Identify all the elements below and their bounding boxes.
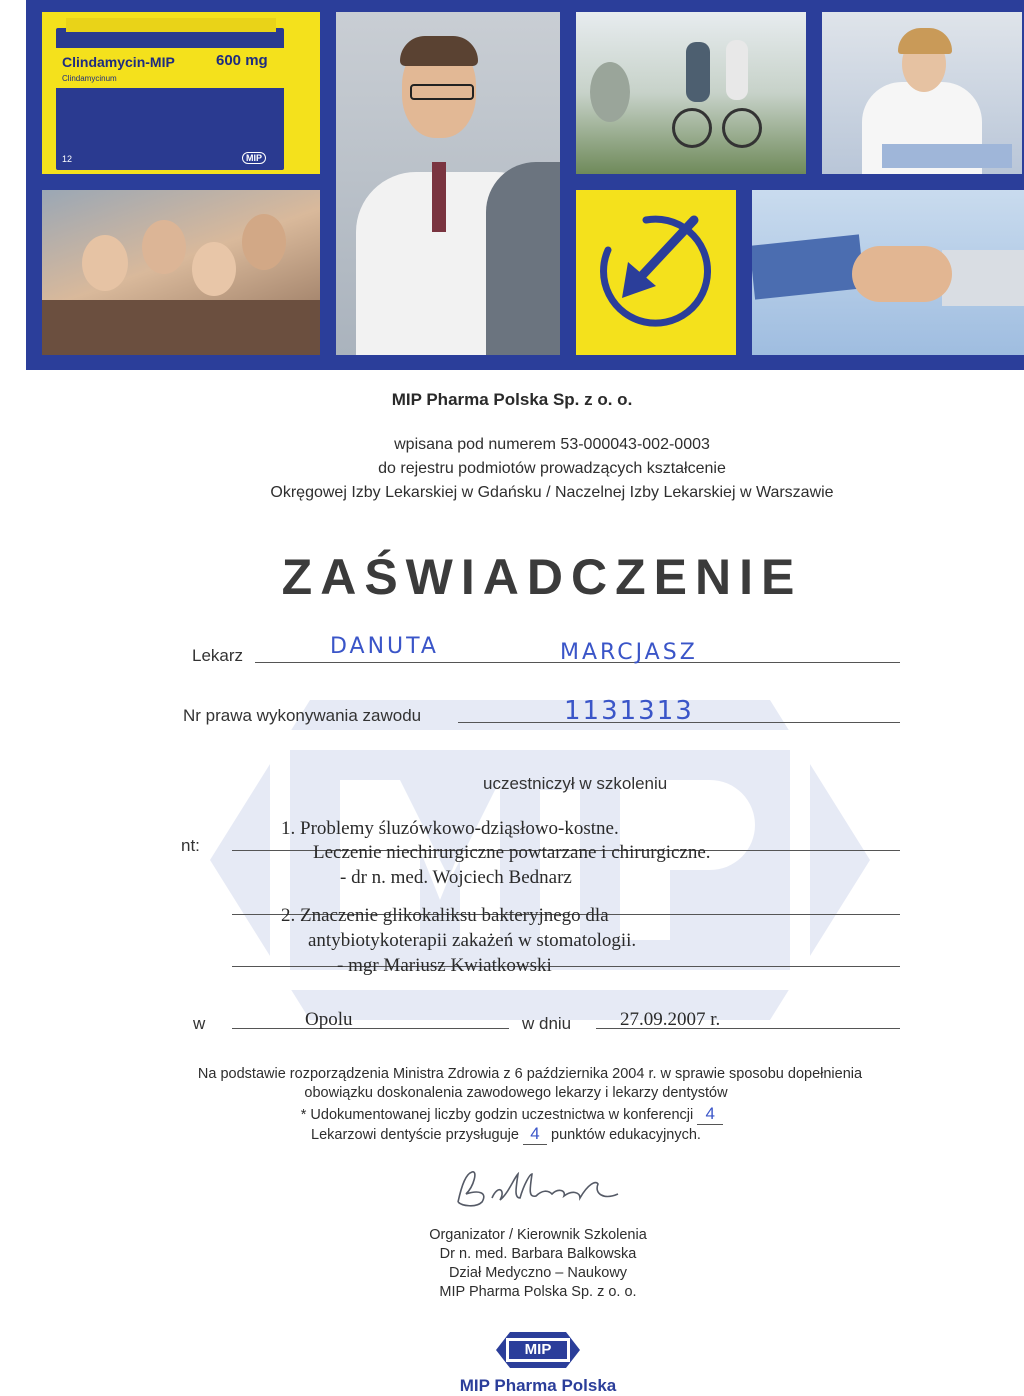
legal-line-4a: Lekarzowi dentyście przysługuje [311, 1127, 519, 1143]
company-name: MIP Pharma Polska Sp. z o. o. [391, 390, 633, 409]
organizer-department: Dział Medyczno – Naukowy [448, 1265, 628, 1281]
legal-line-4-row [0, 1124, 1018, 1145]
place-underline [232, 1028, 509, 1029]
place-label: w [193, 1014, 206, 1033]
handshake-photo [752, 190, 1024, 355]
place-value: Opolu [305, 1009, 353, 1030]
legal-line-2: obowiązku doskonalenia zawodowego lekarzy i lekarzy dentystów [304, 1085, 728, 1101]
organizer-company: MIP Pharma Polska Sp. z o. o. [439, 1284, 637, 1300]
sleeve-right [942, 250, 1024, 306]
family-clothes [42, 300, 320, 355]
legal-line-3-row [0, 1104, 1024, 1125]
cyclist-2 [726, 40, 748, 100]
product-box-tile [42, 12, 320, 174]
tree [590, 62, 630, 122]
lab-photo [822, 12, 1022, 174]
family-face-1 [82, 235, 128, 291]
product-logo: MIP [242, 152, 266, 164]
topic-1-line-3: - dr n. med. Wojciech Bednarz [340, 867, 572, 888]
doctor-photo [336, 12, 560, 355]
product-box [56, 28, 284, 170]
sleeve-left [752, 234, 865, 299]
date-value: 27.09.2007 r. [620, 1009, 721, 1030]
registry-line-3: Okręgowej Izby Lekarskiej w Gdańsku / Naczelnej Izby Lekarskiej w Warszawie [270, 484, 834, 501]
legal-line-1: Na podstawie rozporządzenia Ministra Zdrowia z 6 października 2004 r. w sprawie sposobu dopełnienia [197, 1066, 863, 1082]
patient-silhouette [486, 162, 560, 355]
footer-logo [492, 1330, 584, 1370]
product-name: Clindamycin-MIP [62, 54, 175, 70]
product-generic: Clindamycinum [62, 74, 117, 83]
topic-underline-3 [232, 966, 900, 967]
topic-label: nt: [181, 836, 200, 855]
organizer-title: Organizator / Kierownik Szkolenia [429, 1227, 647, 1243]
legal-line-4b: punktów edukacyjnych. [551, 1127, 701, 1143]
bike-wheel-2 [722, 108, 762, 148]
photo-banner [26, 0, 1024, 370]
footer-logo-text: MIP [524, 1341, 552, 1358]
family-face-4 [242, 214, 286, 270]
hands [852, 246, 952, 302]
topic-2-line-1: 2. Znaczenie glikokaliksu bakteryjnego dla [281, 905, 609, 926]
clock-arrow-icon [576, 190, 736, 355]
doctor-hair [400, 36, 478, 66]
topic-2-line-3: - mgr Mariusz Kwiatkowski [337, 955, 552, 976]
registry-line-1: wpisana pod numerem 53-000043-002-0003 [394, 436, 710, 453]
hours-handwritten: 4 [697, 1104, 723, 1125]
certificate-title: ZAŚWIADCZENIE [281, 549, 803, 605]
license-number-handwritten: 1131313 [564, 696, 694, 726]
points-handwritten: 4 [523, 1124, 547, 1145]
family-photo [42, 190, 320, 355]
registry-line-2: do rejestru podmiotów prowadzących kształcenie [378, 460, 726, 477]
legal-line-3: * Udokumentowanej liczby godzin uczestnictwa w konferencji [300, 1107, 694, 1123]
doctor-glasses [410, 84, 474, 100]
lab-glassware [882, 144, 1012, 168]
product-box-top [66, 18, 276, 32]
date-label: w dniu [522, 1014, 572, 1033]
lekarz-label: Lekarz [192, 646, 244, 665]
first-name-handwritten: DANUTA [330, 634, 439, 659]
arrow-tile [576, 190, 736, 355]
participated-text: uczestniczył w szkoleniu [483, 774, 668, 793]
cyclists-photo [576, 12, 806, 174]
bike-wheel-1 [672, 108, 712, 148]
last-name-handwritten: MARCJASZ [560, 640, 698, 665]
topic-1-line-2: Leczenie niechirurgiczne powtarzane i chirurgiczne. [313, 842, 711, 863]
product-dose: 600 mg [216, 52, 268, 69]
footer-company: MIP Pharma Polska [459, 1376, 617, 1395]
family-face-3 [192, 242, 236, 296]
product-count: 12 [62, 154, 73, 164]
license-label: Nr prawa wykonywania zawodu [183, 706, 422, 725]
signature-image [448, 1164, 628, 1214]
topic-1-line-1: 1. Problemy śluzówkowo-dziąsłowo-kostne. [281, 818, 619, 839]
family-face-2 [142, 220, 186, 274]
doctor-tie [432, 162, 446, 232]
cyclist-1 [686, 42, 710, 102]
lab-hair [898, 28, 952, 54]
topic-2-line-2: antybiotykoterapii zakażeń w stomatologii. [308, 930, 637, 951]
organizer-name: Dr n. med. Barbara Balkowska [439, 1246, 637, 1262]
